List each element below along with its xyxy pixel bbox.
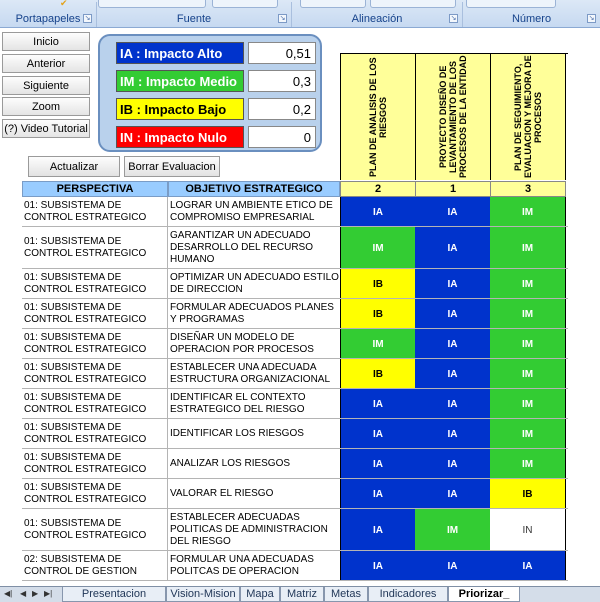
impact-cell[interactable]: IA xyxy=(490,551,566,581)
ribbon-font-control[interactable] xyxy=(98,0,206,8)
impact-cell[interactable]: IA xyxy=(340,509,416,551)
last-sheet-icon[interactable]: ▶| xyxy=(44,589,53,598)
first-sheet-icon[interactable]: ◀| xyxy=(4,589,13,598)
objective-cell[interactable]: FORMULAR ADECUADOS PLANES Y PROGRAMAS xyxy=(170,302,334,325)
legend-label: IA : Impacto Alto xyxy=(116,42,244,64)
perspective-cell[interactable]: 01: SUBSISTEMA DE CONTROL ESTRATEGICO xyxy=(22,269,168,299)
plan-number-label: 2 xyxy=(374,183,382,195)
column-header-objective[interactable] xyxy=(168,181,340,197)
impact-cell[interactable]: IA xyxy=(340,479,416,509)
impact-cell[interactable]: IA xyxy=(340,419,416,449)
button-label: Siguiente xyxy=(23,79,69,92)
perspective-cell[interactable]: 01: SUBSISTEMA DE CONTROL ESTRATEGICO xyxy=(22,227,168,269)
impact-cell[interactable]: IB xyxy=(340,359,416,389)
legend-row-im xyxy=(116,70,316,92)
sheet-tab[interactable]: Matriz xyxy=(280,587,324,602)
legend-row-ib xyxy=(116,98,316,120)
perspective-cell[interactable]: 01: SUBSISTEMA DE CONTROL ESTRATEGICO xyxy=(22,419,168,449)
plan-number-3[interactable] xyxy=(490,181,566,197)
ribbon-group-label: Número xyxy=(511,13,552,25)
ribbon-font-size-control[interactable] xyxy=(212,0,278,8)
impact-cell[interactable]: IM xyxy=(490,227,566,269)
impact-cell[interactable]: IA xyxy=(415,389,491,419)
impact-cell[interactable]: IM xyxy=(340,329,416,359)
impact-cell[interactable]: IA xyxy=(415,197,491,227)
plan-number-2[interactable] xyxy=(415,181,491,197)
zoom-button[interactable] xyxy=(2,97,90,116)
objective-cell[interactable]: VALORAR EL RIESGO xyxy=(170,488,274,499)
ribbon-group-label: Alineación xyxy=(351,13,403,25)
column-header-perspective[interactable] xyxy=(22,181,168,197)
sheet-tab-bar xyxy=(0,586,600,602)
legend-row-ia xyxy=(116,42,316,64)
ribbon-group-label: Fuente xyxy=(176,13,212,25)
plan-number-label: 1 xyxy=(449,183,457,195)
plan-header-title: PROYECTO DISEÑO DE LEVANTAMIENTO DE LOS PROCESOS DE LA ENTIDAD xyxy=(438,55,468,179)
sheet-tab[interactable]: Metas xyxy=(324,587,368,602)
legend-label: IB : Impacto Bajo xyxy=(116,98,244,120)
impact-cell[interactable]: IA xyxy=(415,269,491,299)
sheet-tab[interactable]: Priorizar_ xyxy=(448,587,520,602)
perspective-cell[interactable]: 01: SUBSISTEMA DE CONTROL ESTRATEGICO xyxy=(22,449,168,479)
video-tutorial-button[interactable] xyxy=(2,119,90,138)
objective-cell[interactable]: OPTIMIZAR UN ADECUADO ESTILO DE DIRECCION xyxy=(170,272,339,295)
impact-cell[interactable]: IM xyxy=(490,329,566,359)
perspective-cell[interactable]: 02: SUBSISTEMA DE CONTROL DE GESTION xyxy=(22,551,168,581)
ribbon-number-format-control[interactable] xyxy=(466,0,556,8)
objective-cell[interactable]: LOGRAR UN AMBIENTE ETICO DE COMPROMISO EMPRESARIAL xyxy=(170,200,333,223)
prev-sheet-icon[interactable]: ◀ xyxy=(20,589,27,598)
ribbon-group-clipboard xyxy=(0,11,96,27)
perspective-cell[interactable]: 01: SUBSISTEMA DE CONTROL ESTRATEGICO xyxy=(22,479,168,509)
objective-cell[interactable]: FORMULAR UNA ADECUADAS POLITCAS DE OPERACION xyxy=(170,554,314,577)
impact-cell[interactable]: IA xyxy=(415,329,491,359)
legend-value-input[interactable]: 0,3 xyxy=(248,70,316,92)
impact-cell[interactable]: IM xyxy=(490,197,566,227)
ribbon-group-font xyxy=(97,11,291,27)
impact-cell[interactable]: IA xyxy=(415,419,491,449)
impact-cell[interactable]: IA xyxy=(415,227,491,269)
plan-header-title: PLAN DE SEGUIMIENTO, EVALUACION Y MEJORA DE PROCESOS xyxy=(513,55,543,179)
dialog-launcher-icon[interactable]: ↘ xyxy=(588,15,595,22)
ribbon-wrap-control[interactable] xyxy=(370,0,456,8)
impact-legend-panel xyxy=(98,34,322,152)
next-sheet-icon[interactable]: ▶ xyxy=(32,589,39,598)
impact-cell[interactable]: IM xyxy=(490,419,566,449)
button-label: Inicio xyxy=(33,35,59,48)
button-label: Anterior xyxy=(26,57,66,70)
column-header-label: PERSPECTIVA xyxy=(56,183,134,195)
impact-cell[interactable]: IA xyxy=(415,299,491,329)
sheet-tab[interactable]: Vision-Mision xyxy=(166,587,240,602)
impact-cell[interactable]: IM xyxy=(340,227,416,269)
impact-cell[interactable]: IA xyxy=(340,551,416,581)
plan-header-title: PLAN DE ANALISIS DE LOS RIESGOS xyxy=(368,57,388,177)
objective-cell[interactable]: DISEÑAR UN MODELO DE OPERACION POR PROCESOS xyxy=(170,332,314,355)
impact-cell[interactable]: IB xyxy=(340,299,416,329)
impact-cell[interactable]: IN xyxy=(490,509,566,551)
impact-cell[interactable]: IM xyxy=(415,509,491,551)
impact-cell[interactable]: IA xyxy=(415,479,491,509)
ribbon-group-alignment xyxy=(292,11,462,27)
impact-cell[interactable]: IB xyxy=(340,269,416,299)
legend-row-in xyxy=(116,126,316,148)
objective-cell[interactable]: IDENTIFICAR EL CONTEXTO ESTRATEGICO DEL RIESGO xyxy=(170,392,306,415)
perspective-cell[interactable]: 01: SUBSISTEMA DE CONTROL ESTRATEGICO xyxy=(22,509,168,551)
dialog-launcher-icon[interactable]: ↘ xyxy=(279,15,286,22)
legend-value-input[interactable]: 0,51 xyxy=(248,42,316,64)
ribbon-align-control[interactable] xyxy=(300,0,366,8)
dialog-launcher-icon[interactable]: ↘ xyxy=(450,15,457,22)
ribbon-group-label: Portapapeles xyxy=(15,13,81,25)
impact-cell[interactable]: IA xyxy=(415,359,491,389)
button-label: (?) Video Tutorial xyxy=(4,122,88,135)
perspective-cell[interactable]: 01: SUBSISTEMA DE CONTROL ESTRATEGICO xyxy=(22,329,168,359)
impact-cell[interactable]: IM xyxy=(490,389,566,419)
legend-value-input[interactable]: 0,2 xyxy=(248,98,316,120)
objective-cell[interactable]: ESTABLECER ADECUADAS POLITICAS DE ADMINISTRACION DEL RIESGO xyxy=(170,512,328,547)
impact-cell[interactable]: IM xyxy=(490,449,566,479)
impact-cell[interactable]: IM xyxy=(490,359,566,389)
impact-cell[interactable]: IA xyxy=(415,449,491,479)
column-header-label: OBJETIVO ESTRATEGICO xyxy=(185,183,323,195)
plan-header-1 xyxy=(340,54,416,180)
perspective-cell[interactable]: 01: SUBSISTEMA DE CONTROL ESTRATEGICO xyxy=(22,359,168,389)
impact-cell[interactable]: IM xyxy=(490,269,566,299)
button-label: Zoom xyxy=(31,100,61,113)
legend-label: IM : Impacto Medio xyxy=(116,70,244,92)
impact-cell[interactable]: IB xyxy=(490,479,566,509)
perspective-cell[interactable]: 01: SUBSISTEMA DE CONTROL ESTRATEGICO xyxy=(22,389,168,419)
button-label: Borrar Evaluacion xyxy=(128,160,216,173)
impact-cell[interactable]: IA xyxy=(340,389,416,419)
objective-cell[interactable]: IDENTIFICAR LOS RIESGOS xyxy=(170,428,304,439)
ribbon-group-number xyxy=(463,11,600,27)
borrar-evaluacion-button[interactable] xyxy=(124,156,220,177)
legend-value-input[interactable]: 0 xyxy=(248,126,316,148)
impact-cell[interactable]: IM xyxy=(490,299,566,329)
impact-cell[interactable]: IA xyxy=(340,197,416,227)
plan-number-label: 3 xyxy=(524,183,532,195)
button-label: Actualizar xyxy=(49,160,99,173)
inicio-button[interactable] xyxy=(2,32,90,51)
perspective-cell[interactable]: 01: SUBSISTEMA DE CONTROL ESTRATEGICO xyxy=(22,299,168,329)
sheet-tab[interactable]: Indicadores xyxy=(368,587,448,602)
actualizar-button[interactable] xyxy=(28,156,120,177)
plan-header-2 xyxy=(415,54,491,180)
dialog-launcher-icon[interactable]: ↘ xyxy=(84,15,91,22)
anterior-button[interactable] xyxy=(2,54,90,73)
objective-cell[interactable]: ESTABLECER UNA ADECUADA ESTRUCTURA ORGANIZACIONAL xyxy=(170,362,331,385)
ribbon xyxy=(0,0,600,28)
objective-cell[interactable]: GARANTIZAR UN ADECUADO DESARROLLO DEL RECURSO HUMANO xyxy=(170,230,313,265)
plan-header-3 xyxy=(490,54,566,180)
objective-cell[interactable]: ANALIZAR LOS RIESGOS xyxy=(170,458,291,469)
sheet-tab[interactable]: Mapa xyxy=(240,587,280,602)
impact-cell[interactable]: IA xyxy=(340,449,416,479)
sheet-tab[interactable]: Presentacion xyxy=(62,587,166,602)
perspective-cell[interactable]: 01: SUBSISTEMA DE CONTROL ESTRATEGICO xyxy=(22,197,168,227)
legend-label: IN : Impacto Nulo xyxy=(116,126,244,148)
impact-cell[interactable]: IA xyxy=(415,551,491,581)
paste-icon[interactable]: ✔ xyxy=(60,0,68,8)
plan-number-1[interactable] xyxy=(340,181,416,197)
siguiente-button[interactable] xyxy=(2,76,90,95)
